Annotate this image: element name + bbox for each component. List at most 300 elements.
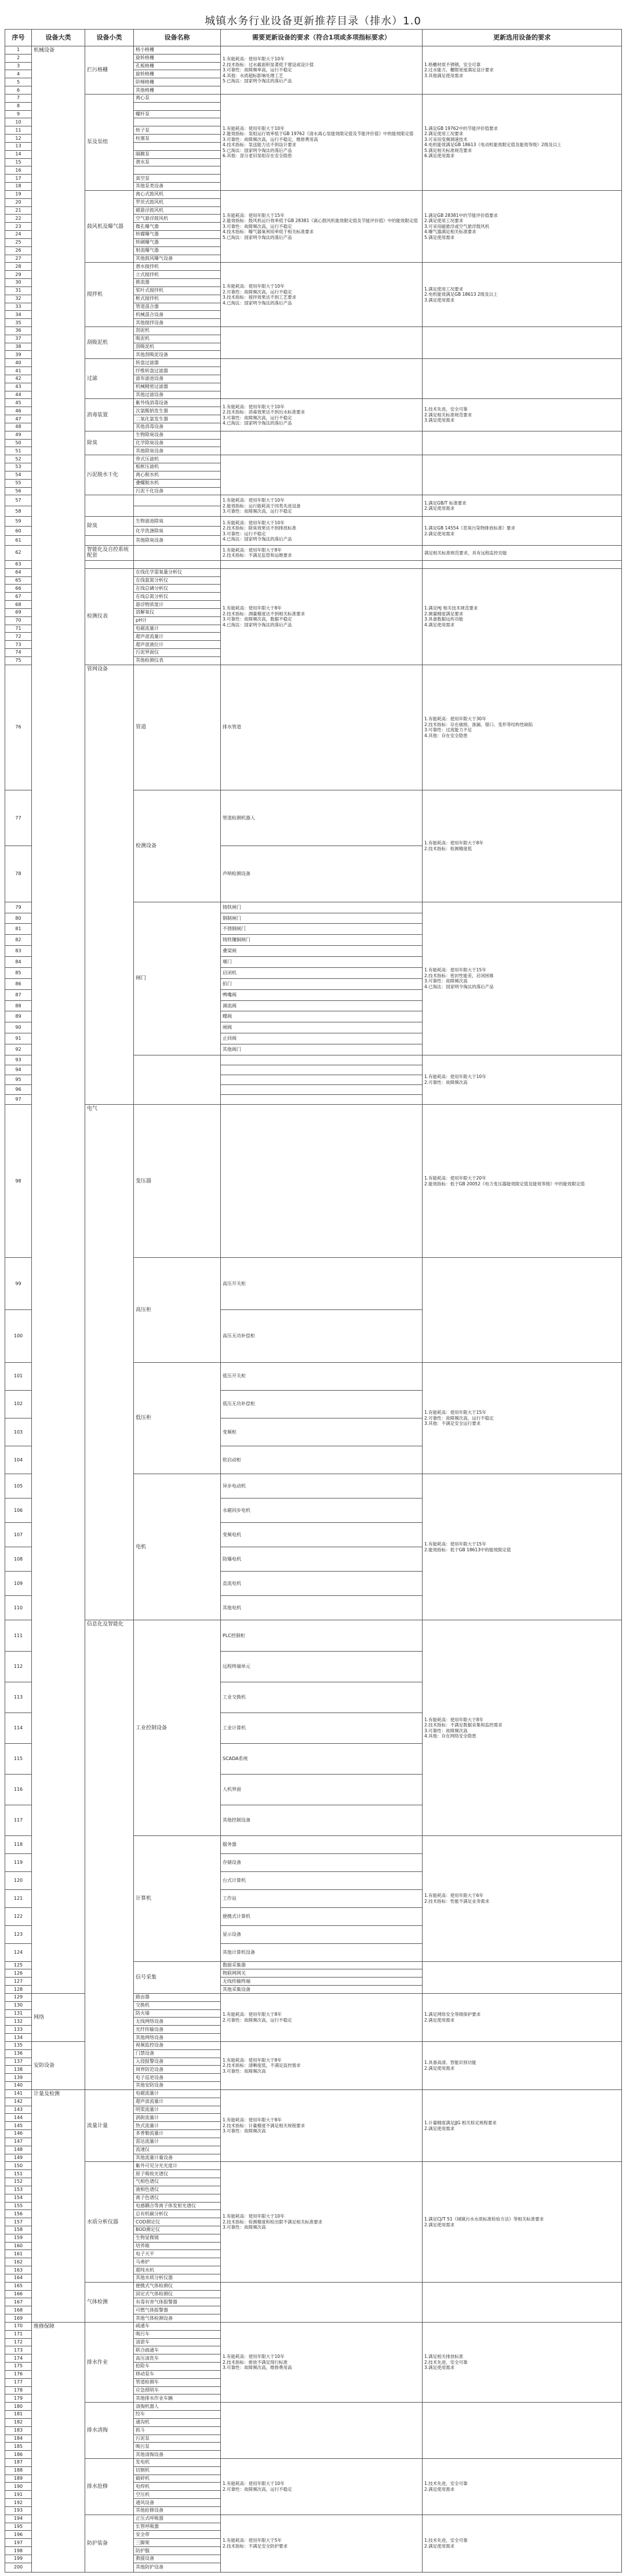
row-number-cell: 99 [5,1258,32,1310]
row-number-cell: 44 [5,391,32,399]
row-number-cell: 59 [5,517,32,526]
device-name-cell: 防爆电机 [221,1547,423,1572]
update-requirement-cell: 1.有能耗高：使用年限大于8年 2.技术指标：测量精度达不到相关标准要求 3.可靠性：故障频次高，数据不稳定 4.已淘汰：国家明令淘汰的落后产品 [221,568,423,665]
row-number-cell: 120 [5,1872,32,1890]
device-name-cell: 潜水泵 [134,158,221,166]
row-number-cell: 139 [5,2074,32,2082]
device-name-cell [221,1065,423,1075]
device-name-cell: 联合疏通车 [134,2346,221,2354]
row-number-cell: 193 [5,2506,32,2515]
device-name-cell: 高压清洗车 [134,2354,221,2363]
row-number-cell: 4 [5,70,32,78]
selection-requirement-cell: 1.满足GB 14554《恶臭污染物排放标准》要求 2.满足使用需求 [423,517,622,545]
subcategory-cell: 检测仪表 [85,568,134,665]
table-row [5,2515,622,2523]
row-number-cell: 178 [5,2386,32,2394]
subcategory-cell: 流量计量 [85,2089,134,2161]
update-requirement-cell: 1.有能耗高：使用年限大于10年 2.技术指标：除臭效果达不到排放标准 3.可靠性：运行不稳定 4.已淘汰：国家明令淘汰的落后产品 [221,517,423,545]
row-number-cell: 63 [5,560,32,568]
device-name-cell: 工业交换机 [221,1682,423,1713]
row-number-cell: 60 [5,526,32,535]
device-name-cell [221,1055,423,1065]
device-name-cell: 其他过滤设备 [134,391,221,399]
subcategory-cell: 排水抢修 [85,2459,134,2515]
device-name-cell: 超声波流量计 [134,633,221,641]
row-number-cell: 176 [5,2370,32,2378]
subcategory-cell: 闸门 [134,902,221,1055]
device-name-cell: 刮泥机 [134,326,221,335]
device-name-cell: 在线氨氮分析仪 [134,576,221,585]
device-name-cell: 在线总磷分析仪 [134,585,221,593]
device-name-cell: 软启动柜 [221,1446,423,1474]
device-name-cell: 化学除臭设备 [134,439,221,447]
equipment-table-container [5,29,621,2573]
row-number-cell: 112 [5,1651,32,1682]
device-name-cell: 电感耦合等离子体发射光谱仪 [134,2202,221,2210]
row-number-cell: 1 [5,46,32,55]
subcategory-cell: 排水作业 [85,2322,134,2402]
subcategory-cell [85,560,134,568]
subcategory-cell: 除臭 [85,517,134,536]
subcategory-cell: 智能化及自控系统配套 [85,545,134,560]
selection-requirement-cell: 1.满足GB 19762中的节能评价值要求 2.满足使用工况要求 3.可采用变频调速技术 4.电机能效满足GB 18613《电动机能效限定值及能效等级》2级及以上 5.满足相关标准规范要求 6.满足使用需求 [423,94,622,190]
table-row [5,399,622,407]
header-device-name: 设备名称 [134,30,221,46]
category-cell: 维修保障 [32,2322,85,2572]
row-number-cell: 114 [5,1713,32,1743]
row-number-cell: 157 [5,2218,32,2226]
row-number-cell: 2 [5,54,32,62]
table-row [5,190,622,198]
header-update-requirement: 需要更新设备的要求（符合1项或多项指标要求） [221,30,423,46]
device-name-cell: 在线化学需氧量分析仪 [134,568,221,576]
device-name-cell: 在线总氮分析仪 [134,593,221,601]
device-name-cell: 交换机 [134,2001,221,2009]
device-name-cell: 蝶阀 [221,1011,423,1022]
device-name-cell: 总有机碳分析仪 [134,2210,221,2218]
row-number-cell: 126 [5,1969,32,1978]
device-name-cell: 原子吸收光谱仪 [134,2170,221,2178]
device-name-cell: SCADA系统 [221,1743,423,1774]
header-selection-requirement: 更新选用设备的要求 [423,30,622,46]
device-name-cell: 转刷曝气器 [134,238,221,246]
row-number-cell: 35 [5,319,32,327]
update-requirement-cell: 1.有能耗高：使用年限大于15年 2.可靠性：故障频次高，运行不稳定 3.其他：不满足安全运行要求 [423,1362,622,1474]
table-row [5,2403,622,2411]
device-name-cell: 其他泵类设备 [134,183,221,191]
header-no: 序号 [5,30,32,46]
device-name-cell: 视频监控设备 [134,2041,221,2049]
device-name-cell: 离心泵 [134,94,221,102]
row-number-cell: 27 [5,255,32,263]
row-number-cell: 142 [5,2098,32,2106]
device-name-cell: 热式流量计 [134,2122,221,2130]
subcategory-cell: 低压柜 [134,1362,221,1474]
device-name-cell: 铸铁闸门 [221,902,423,913]
table-row [5,326,622,335]
row-number-cell: 53 [5,463,32,471]
device-name-cell: 吸污泵 [134,2443,221,2451]
row-number-cell: 132 [5,2018,32,2026]
device-name-cell: 框式搅拌机 [134,295,221,303]
device-name-cell: 永磁同步电机 [221,1499,423,1523]
device-name-cell: 其他检测仪表 [134,656,221,665]
row-number-cell: 198 [5,2547,32,2555]
device-name-cell: 电子巡更设备 [134,2074,221,2082]
device-name-cell: 移动泵车 [134,2370,221,2378]
row-number-cell: 110 [5,1596,32,1620]
row-number-cell: 153 [5,2186,32,2194]
row-number-cell: 125 [5,1961,32,1969]
device-name-cell: PLC控制柜 [221,1620,423,1651]
device-name-cell: 其他流量计量设备 [134,2154,221,2162]
device-name-cell: 真空泵 [134,175,221,183]
subcategory-cell: 搅拌机 [85,263,134,327]
category-cell: 电气 [85,1104,134,1620]
selection-requirement-cell: 1.技术先进，安全可靠 2.满足使用需求 [423,2515,622,2572]
row-number-cell: 58 [5,506,32,517]
table-row [5,1104,622,1257]
device-name-cell: 高压开关柜 [221,1258,423,1310]
row-number-cell: 68 [5,601,32,609]
row-number-cell: 137 [5,2058,32,2066]
row-number-cell: 21 [5,206,32,215]
device-name-cell: 数据采集器 [221,1961,423,1969]
update-requirement-cell [221,359,423,399]
update-requirement-cell: 1.有能耗高：使用年限大于30年 2.技术指标：存在破损、渗漏、错口、变形等结构性缺陷 3.可靠性：过流能力不足 4.其他：存在安全隐患 [423,665,622,790]
device-name-cell: 生物除臭设备 [134,431,221,439]
row-number-cell: 104 [5,1446,32,1474]
row-number-cell: 184 [5,2434,32,2443]
row-number-cell: 134 [5,2034,32,2042]
row-number-cell: 186 [5,2451,32,2459]
subcategory-cell: 除臭 [85,431,134,455]
device-name-cell: 存储设备 [221,1854,423,1872]
selection-requirement-cell: 1.计量精度满足JJG 相关检定规程要求 2.满足使用需求 [423,2089,622,2161]
row-number-cell: 187 [5,2459,32,2467]
device-name-cell: 其他除臭设备 [134,447,221,455]
device-name-cell: 三脚架 [134,2539,221,2547]
row-number-cell: 85 [5,967,32,978]
device-name-cell: 应急照明车 [134,2386,221,2394]
device-name-cell [134,545,221,560]
device-name-cell [134,118,221,126]
device-name-cell: 长管呼吸器 [134,2523,221,2531]
row-number-cell: 103 [5,1418,32,1446]
row-number-cell: 10 [5,118,32,126]
device-name-cell: 纤维转盘过滤器 [134,367,221,375]
row-number-cell: 77 [5,790,32,846]
device-name-cell: 马弗炉 [134,2258,221,2266]
device-name-cell: 其他除臭设备 [134,536,221,545]
update-requirement-cell: 1.有能耗高：使用年限大于8年 2.技术指标：计量精度不满足相关规程要求 3.可靠性：故障频次高 [221,2089,423,2161]
subcategory-cell [85,536,134,545]
device-name-cell: 孔板格栅 [134,62,221,70]
device-name-cell: BOD测定仪 [134,2226,221,2234]
row-number-cell: 167 [5,2298,32,2306]
device-name-cell: 拍门 [221,978,423,989]
row-number-cell: 9 [5,110,32,118]
row-number-cell: 195 [5,2523,32,2531]
table-row [5,2459,622,2467]
table-row [5,1620,622,1651]
device-name-cell: 其他清掏设备 [134,2451,221,2459]
device-name-cell: 工业计算机 [221,1713,423,1743]
device-name-cell: 吸泥机 [134,335,221,343]
row-number-cell: 102 [5,1390,32,1418]
table-row [5,560,622,568]
subcategory-cell: 污泥脱水干化 [85,455,134,495]
subcategory-cell: 检测设备 [134,790,221,902]
row-number-cell: 101 [5,1362,32,1390]
row-number-cell: 87 [5,989,32,1000]
device-name-cell: 磁悬浮鼓风机 [134,206,221,215]
selection-requirement-cell: 1.具备高清、智能识别功能 2.满足使用需求 [423,2041,622,2089]
row-number-cell: 64 [5,568,32,576]
device-name-cell: 其他搅拌设备 [134,319,221,327]
table-row [5,568,622,576]
device-name-cell: 滤布滤池设备 [134,375,221,383]
device-name-cell: 其他水质分析仪器 [134,2274,221,2282]
row-number-cell: 94 [5,1065,32,1075]
row-number-cell: 31 [5,286,32,295]
subcategory-cell: 消毒装置 [85,399,134,431]
device-name-cell: 堰门 [221,957,423,968]
subcategory-cell: 网络 [32,1993,85,2041]
device-name-cell: 转子泵 [134,126,221,135]
row-number-cell: 161 [5,2250,32,2258]
device-name-cell: 周界防范设备 [134,2066,221,2074]
row-number-cell: 61 [5,536,32,545]
row-number-cell: 144 [5,2114,32,2122]
device-name-cell: 其他气体检测设备 [134,2314,221,2323]
row-number-cell: 121 [5,1889,32,1907]
device-name-cell: 闸阀 [221,1022,423,1033]
device-name-cell: 板框压滤机 [134,463,221,471]
row-number-cell: 83 [5,946,32,957]
device-name-cell: 调流阀 [221,1000,423,1011]
update-requirement-cell: 1.有能耗高：使用年限大于10年 2.能效指标：泵组运行效率低于GB 19762《清水离心泵能效限定值及节能评价值》中的能效限定值 3.可靠性：故障频次高，运行不稳定，维修费用高 4.技术指标：泵送能力达不到设计要求 5.已淘汰：国家明令淘汰的落后产品 6.其他：部分老旧泵组存在安全隐患 [221,94,423,190]
device-name-cell: 管道检测车 [134,2378,221,2386]
device-name-cell: 潜水搅拌机 [134,263,221,271]
row-number-cell: 32 [5,295,32,303]
selection-requirement-cell: 1.满足HJ 相关技术规范要求 2.测量精度满足要求 3.具备数据远传功能 4.满足使用需求 [423,568,622,665]
device-name-cell: 化学洗涤除臭 [134,526,221,535]
device-name-cell: 污泥界面仪 [134,649,221,657]
row-number-cell: 119 [5,1854,32,1872]
selection-requirement-cell: 1.满足使用工况要求 2.电机能效满足GB 18613 2级及以上 3.满足使用需求 [423,263,622,327]
row-number-cell: 72 [5,633,32,641]
device-name-cell: 救援设备 [134,2555,221,2563]
table-row [5,2162,622,2170]
row-number-cell: 109 [5,1572,32,1596]
row-number-cell: 36 [5,326,32,335]
subcategory-cell: 信号采集 [134,1961,221,1993]
device-name-cell: 直流电机 [221,1572,423,1596]
device-name-cell: 高压无功补偿柜 [221,1310,423,1362]
row-number-cell: 108 [5,1547,32,1572]
selection-requirement-cell: 1.满足网络安全等级保护要求 2.满足使用需求 [423,1993,622,2041]
device-name-cell: 生物显微镜 [134,2234,221,2242]
device-name-cell [134,506,221,517]
device-name-cell: 叠梁闸 [221,946,423,957]
row-number-cell: 80 [5,913,32,924]
row-number-cell: 154 [5,2194,32,2202]
row-number-cell: 81 [5,924,32,935]
row-number-cell: 12 [5,135,32,143]
device-name-cell [221,1075,423,1084]
device-name-cell: 不锈钢闸门 [221,924,423,935]
device-name-cell: 气相色谱仪 [134,2178,221,2186]
row-number-cell: 182 [5,2418,32,2426]
device-name-cell: 隔膜泵 [134,150,221,158]
selection-requirement-cell [423,455,622,495]
device-name-cell: 其他采集设备 [221,1986,423,1994]
row-number-cell: 69 [5,608,32,616]
row-number-cell: 172 [5,2338,32,2346]
update-requirement-cell: 1.有能耗高：使用年限大于10年 2.技术指标：检测精度和检出限不满足相关标准要求 3.可靠性：故障频次高 [221,2162,423,2282]
device-name-cell: 培养箱 [134,2242,221,2250]
row-number-cell: 122 [5,1907,32,1925]
table-row [5,431,622,439]
row-number-cell: 145 [5,2122,32,2130]
device-name-cell: 可燃气体报警器 [134,2306,221,2314]
row-number-cell: 155 [5,2202,32,2210]
row-number-cell: 74 [5,649,32,657]
device-name-cell [134,495,221,506]
device-name-cell: 声呐检测设备 [221,846,423,902]
update-requirement-cell [423,1258,622,1363]
row-number-cell: 56 [5,487,32,495]
device-name-cell: 生物滤池除臭 [134,517,221,526]
row-number-cell: 57 [5,495,32,506]
row-number-cell: 174 [5,2354,32,2363]
device-name-cell: 超声波流量计 [134,2098,221,2106]
update-requirement-cell: 1.有能耗高：使用年限大于8年 2.技术指标：不满足监管和运维要求 [221,545,423,560]
row-number-cell: 185 [5,2443,32,2451]
row-number-cell: 48 [5,423,32,431]
row-number-cell: 30 [5,279,32,287]
row-number-cell: 189 [5,2475,32,2483]
table-row [5,46,622,55]
device-name-cell: 远程终端单元 [221,1651,423,1682]
update-requirement-cell: 1.有能耗高：使用年限大于10年 2.可靠性：故障频次高，运行不稳定 3.技术指标：搅拌效果达不到工艺要求 4.已淘汰：国家明令淘汰的落后产品 [221,263,423,327]
subcategory-cell: 电机 [134,1474,221,1620]
selection-requirement-cell [423,560,622,568]
device-name-cell: 污泥泵 [134,2434,221,2443]
device-name-cell: 抢险车 [134,2363,221,2371]
device-name-cell: 管道混合器 [134,303,221,311]
row-number-cell: 188 [5,2466,32,2475]
device-name-cell: 其他刮吸泥设备 [134,351,221,359]
row-number-cell: 66 [5,585,32,593]
row-number-cell: 88 [5,1000,32,1011]
table-row [5,665,622,790]
row-number-cell: 192 [5,2499,32,2507]
row-number-cell: 159 [5,2234,32,2242]
row-number-cell: 52 [5,455,32,463]
row-number-cell: 105 [5,1474,32,1499]
device-name-cell: 便携式计算机 [221,1907,423,1925]
row-number-cell: 133 [5,2026,32,2034]
selection-requirement-cell: 1.技术先进，安全可靠 2.满足使用需求 [423,2459,622,2515]
update-requirement-cell: 1.有能耗高：使用年限大于8年 2.技术指标：清晰度低，不满足监控需求 3.可靠性：故障频次高 [221,2041,423,2089]
table-row [5,359,622,367]
device-name-cell: 无线网络设备 [134,2018,221,2026]
row-number-cell: 65 [5,576,32,585]
row-number-cell: 98 [5,1104,32,1257]
subcategory-cell [85,495,134,517]
row-number-cell: 62 [5,545,32,560]
update-requirement-cell: 1.有能耗高：使用年限大于10年 2.技术指标：排放不满足现行标准 3.可靠性：故障频次高，维修费用高 [221,2322,423,2402]
header-category: 设备大类 [32,30,85,46]
device-name-cell: 管道检测机器人 [221,790,423,846]
selection-requirement-cell [423,2403,622,2459]
device-name-cell: 安全带 [134,2531,221,2539]
device-name-cell: 清掏机器人 [134,2403,221,2411]
device-name-cell [134,142,221,150]
row-number-cell: 45 [5,399,32,407]
device-name-cell: 螺杆泵 [134,110,221,118]
update-requirement-cell: 1.有能耗高：使用年限大于10年 2.技术指标：过水截面积显著低于建设或设计值 3.可靠性：故障频率高，运行不稳定 4.其他：水质超标影响处理工艺 5.已淘汰：国家明令淘汰的落后产品 [221,46,423,95]
row-number-cell: 173 [5,2346,32,2354]
table-row [5,263,622,271]
device-name-cell [221,1104,423,1257]
device-name-cell: 明渠流量计 [134,2106,221,2114]
device-name-cell: 电磁流量计 [134,2089,221,2098]
row-number-cell: 169 [5,2314,32,2323]
subcategory-cell: 泵及泵组 [85,94,134,190]
row-number-cell: 117 [5,1805,32,1836]
table-row [5,94,622,102]
update-requirement-cell [221,2282,423,2322]
row-number-cell: 199 [5,2555,32,2563]
device-name-cell: 鸭嘴阀 [221,989,423,1000]
device-name-cell: 机械混合设备 [134,311,221,319]
device-name-cell: 推流器 [134,279,221,287]
row-number-cell: 115 [5,1743,32,1774]
selection-requirement-cell [423,2282,622,2322]
device-name-cell: 低压无功补偿柜 [221,1390,423,1418]
device-name-cell: 显示设备 [221,1925,423,1943]
device-name-cell: 带式压滤机 [134,455,221,463]
device-name-cell: 低压开关柜 [221,1362,423,1390]
row-number-cell: 106 [5,1499,32,1523]
row-number-cell: 200 [5,2563,32,2572]
row-number-cell: 82 [5,935,32,946]
row-number-cell: 149 [5,2154,32,2162]
row-number-cell: 84 [5,957,32,968]
row-number-cell: 129 [5,1993,32,2001]
page-title: 城镇水务行业设备更新推荐目录（排水）1.0 [205,15,421,27]
device-name-cell: 其他排水作业车辆 [134,2394,221,2403]
update-requirement-cell [423,1961,622,1993]
device-name-cell: 铸铁镶铜闸门 [221,935,423,946]
subcategory-cell [134,1055,221,1104]
row-number-cell: 113 [5,1682,32,1713]
row-number-cell: 70 [5,616,32,625]
device-name-cell: 刮吸泥机 [134,343,221,351]
device-name-cell: 其他阀门 [221,1044,423,1055]
subcategory-cell: 安防设备 [32,2041,85,2089]
device-name-cell: 钢制闸门 [221,913,423,924]
update-requirement-cell [221,326,423,358]
row-number-cell: 136 [5,2049,32,2058]
equipment-table [5,29,622,2573]
row-number-cell: 26 [5,246,32,255]
device-name-cell: 绞车 [134,2411,221,2419]
table-row [5,2089,622,2098]
